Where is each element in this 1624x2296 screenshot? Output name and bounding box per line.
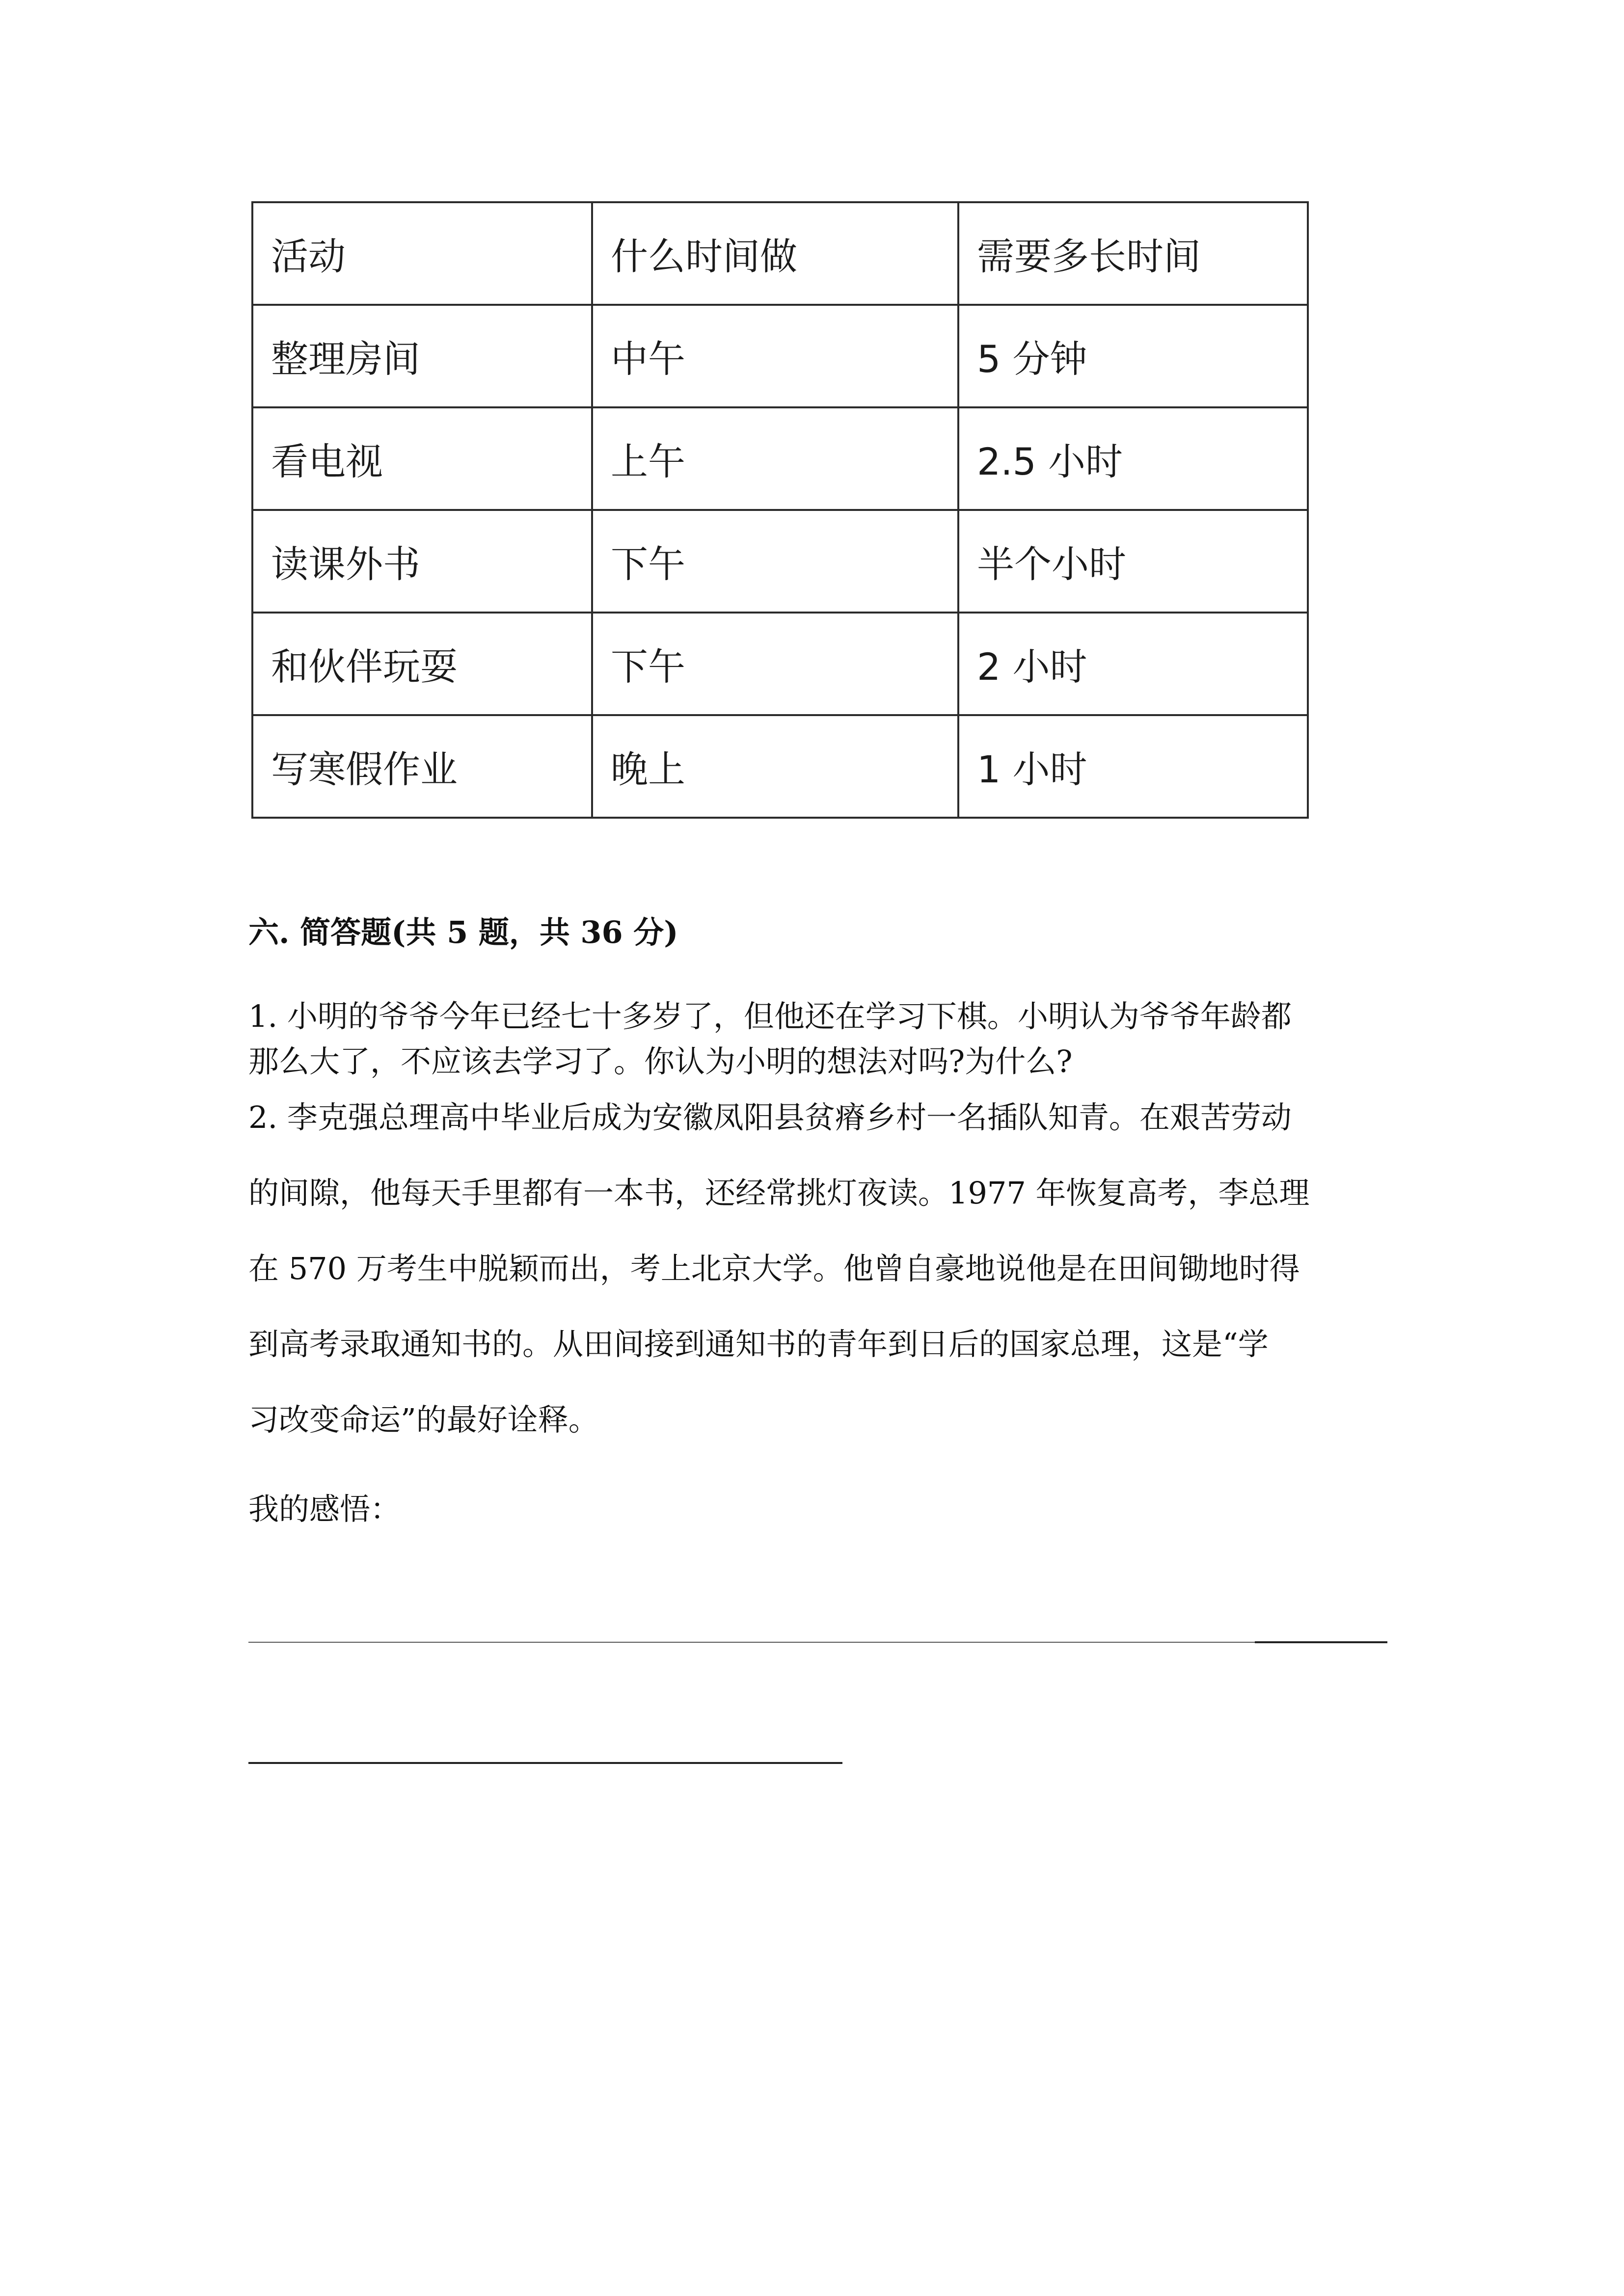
table-cell: 1 小时 — [958, 715, 1308, 818]
question-1 — [248, 994, 1373, 1084]
table-cell: 上午 — [592, 407, 958, 510]
table-cell: 2.5 小时 — [958, 407, 1308, 510]
table-row — [252, 613, 1308, 715]
answer-line[interactable] — [248, 1762, 842, 1764]
table-cell: 下午 — [592, 613, 958, 715]
table-row — [252, 715, 1308, 818]
header-cell-duration: 需要多长时间 — [958, 202, 1308, 305]
question-2 — [248, 1080, 1373, 1458]
table-cell: 看电视 — [252, 407, 592, 510]
table-cell: 写寒假作业 — [252, 715, 592, 818]
question-1-line: 那么大了，不应该去学习了。你认为小明的想法对吗?为什么? — [248, 1043, 1073, 1079]
header-cell-activity: 活动 — [252, 202, 592, 305]
table-cell: 2 小时 — [958, 613, 1308, 715]
table-cell: 下午 — [592, 510, 958, 613]
activity-schedule-table — [251, 201, 1309, 819]
answer-label: 我的感悟： — [248, 1491, 401, 1527]
question-2-line: 的间隙，他每天手里都有一本书，还经常挑灯夜读。1977 年恢复高考，李总理 — [248, 1175, 1310, 1211]
answer-line-end — [1255, 1641, 1387, 1643]
table-header-row — [252, 202, 1308, 305]
question-2-line: 在 570 万考生中脱颖而出，考上北京大学。他曾自豪地说他是在田间锄地时得 — [248, 1251, 1300, 1286]
table-cell: 半个小时 — [958, 510, 1308, 613]
section-title: 六. 简答题(共 5 题，共 36 分) — [248, 914, 678, 950]
table-cell: 和伙伴玩耍 — [252, 613, 592, 715]
question-2-line: 2. 李克强总理高中毕业后成为安徽凤阳县贫瘠乡村一名插队知青。在艰苦劳动 — [248, 1099, 1292, 1135]
table-cell: 5 分钟 — [958, 305, 1308, 407]
table-cell: 整理房间 — [252, 305, 592, 407]
question-1-line: 1. 小明的爷爷今年已经七十多岁了，但他还在学习下棋。小明认为爷爷年龄都 — [248, 998, 1292, 1034]
table-cell: 中午 — [592, 305, 958, 407]
table-row — [252, 510, 1308, 613]
answer-line[interactable] — [248, 1642, 1255, 1643]
table-cell: 晚上 — [592, 715, 958, 818]
table-row — [252, 305, 1308, 407]
table-cell: 读课外书 — [252, 510, 592, 613]
header-cell-time: 什么时间做 — [592, 202, 958, 305]
table-row — [252, 407, 1308, 510]
question-2-line: 习改变命运”的最好诠释。 — [248, 1402, 599, 1438]
question-2-line: 到高考录取通知书的。从田间接到通知书的青年到日后的国家总理，这是“学 — [248, 1326, 1269, 1362]
